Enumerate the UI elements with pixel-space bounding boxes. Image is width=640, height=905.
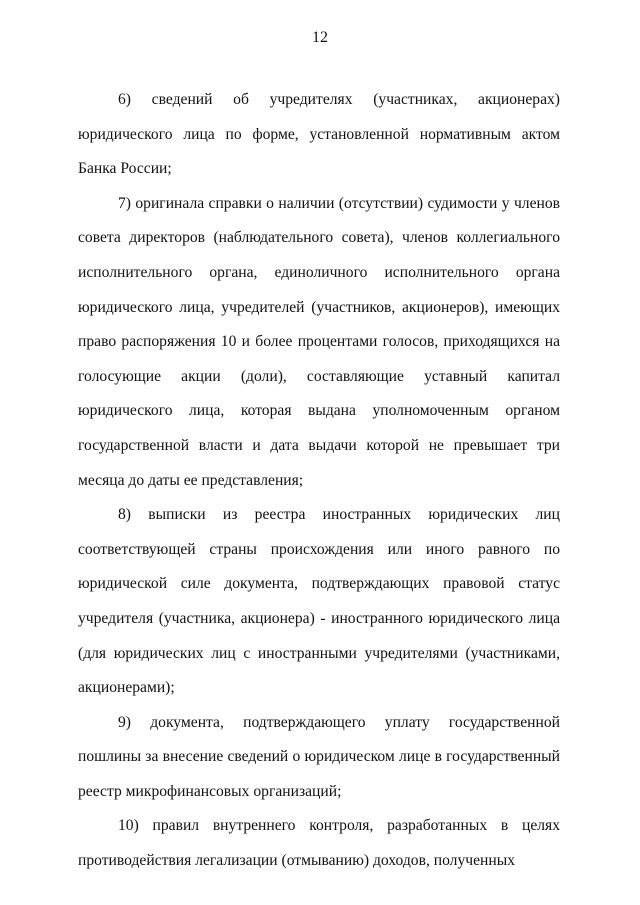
- paragraph-item-10: 10) правил внутреннего контроля, разработанных в целях противодействия легализации (отмыванию) доходов, полученных: [78, 817, 560, 870]
- paragraph-item-8: 8) выписки из реестра иностранных юридических лиц соответствующей страны происхождения или иного равного по юридической силе документа, подтверждающих правовой статус учредителя (участника, акционера) - иностранного юридического лица (для юридических лиц с иностранными учредителями (участниками, акционерами);: [78, 506, 560, 697]
- page-number: 12: [312, 29, 328, 46]
- document-body: [78, 83, 560, 879]
- paragraph-item-6: 6) сведений об учредителях (участниках, акционерах) юридического лица по форме, установленной нормативным актом Банка России;: [78, 91, 560, 178]
- paragraph-item-7: 7) оригинала справки о наличии (отсутствии) судимости у членов совета директоров (наблюдательного совета), членов коллегиального исполнительного органа, единоличного исполнительного органа юридического лица, учредителей (участников, акционеров), имеющих право распоряжения 10 и более процентами голосов, приходящихся на голосующие акции (доли), составляющие уставный капитал юридического лица, которая выдана уполномоченным органом государственной власти и дата выдачи которой не превышает три месяца до даты ее представления;: [78, 194, 560, 489]
- paragraph-item-9: 9) документа, подтверждающего уплату государственной пошлины за внесение сведений о юридическом лице в государственный реестр микрофинансовых организаций;: [78, 713, 560, 800]
